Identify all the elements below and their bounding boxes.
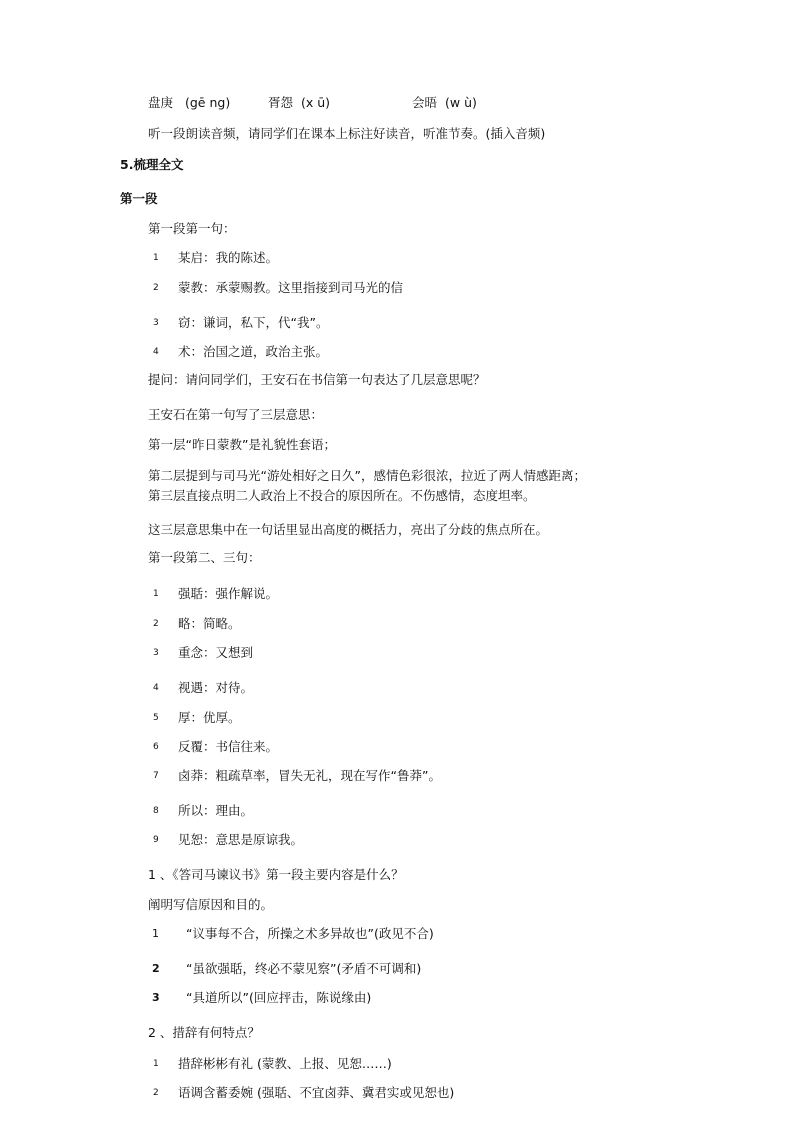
list-item: 某启：我的陈述。 — [178, 250, 279, 265]
sentence-heading: 第一段第二、三句： — [148, 550, 261, 565]
pinyin: (x ū) — [301, 95, 331, 110]
vocab-word: 盘庚 — [148, 95, 174, 110]
question: 2 、措辞有何特点？ — [148, 1025, 260, 1040]
section-heading: 5.梳理全文 — [120, 157, 184, 172]
list-item: 语调含蓄委婉 (强聒、不宜卤莽、冀君实或见恕也) — [178, 1085, 455, 1100]
list-item: “虽欲强聒，终必不蒙见察”(矛盾不可调和) — [186, 961, 422, 976]
list-number: 8 — [153, 806, 159, 816]
list-number: 1 — [152, 927, 159, 940]
answer: 阐明写信原因和目的。 — [148, 897, 274, 912]
list-number: 2 — [152, 962, 160, 975]
list-number: 6 — [153, 742, 159, 752]
layer-2: 第二层提到与司马光“游处相好之日久”，感情色彩很浓，拉近了两人情感距离； — [148, 468, 586, 483]
list-item: 强聒：强作解说。 — [178, 586, 279, 601]
list-number: 9 — [153, 835, 159, 845]
list-number: 3 — [153, 648, 159, 658]
list-item: 术：治国之道，政治主张。 — [178, 344, 329, 359]
list-number: 5 — [153, 713, 159, 723]
list-number: 2 — [153, 283, 159, 293]
list-number: 2 — [153, 619, 159, 629]
list-number: 1 — [153, 253, 159, 263]
list-item: 重念：又想到 — [178, 645, 254, 660]
audio-instruction: 听一段朗读音频，请同学们在课本上标注好读音，听准节奏。(插入音频) — [148, 126, 546, 141]
answer-intro: 王安石在第一句写了三层意思： — [148, 407, 324, 422]
list-item: 窃：谦词，私下，代“我”。 — [178, 315, 329, 330]
pinyin: (w ù) — [445, 95, 477, 110]
question: 提问：请问同学们，王安石在书信第一句表达了几层意思呢？ — [148, 372, 486, 387]
sentence-heading: 第一段第一句： — [148, 221, 236, 236]
list-number: 3 — [152, 991, 160, 1004]
list-item: 见恕：意思是原谅我。 — [178, 832, 304, 847]
layer-3: 第三层直接点明二人政治上不投合的原因所在。不伤感情，态度坦率。 — [148, 488, 536, 503]
layer-1: 第一层“昨日蒙教”是礼貌性套语； — [148, 437, 336, 452]
list-number: 1 — [153, 1059, 159, 1069]
list-item: 略：简略。 — [178, 616, 241, 631]
list-item: 厚：优厚。 — [178, 710, 241, 725]
list-number: 1 — [153, 589, 159, 599]
question: 1 、《答司马谏议书》第一段主要内容是什么？ — [148, 867, 404, 882]
list-item: 所以：理由。 — [178, 803, 254, 818]
list-item: 视遇：对待。 — [178, 680, 254, 695]
list-item: 卤莽：粗疏草率，冒失无礼，现在写作“鲁莽”。 — [178, 768, 441, 783]
list-item: “议事每不合，所操之术多异故也”(政见不合) — [186, 926, 434, 941]
list-item: 蒙教：承蒙赐教。这里指接到司马光的信 — [178, 280, 404, 295]
list-number: 2 — [153, 1088, 159, 1098]
list-item: “具道所以”(回应抨击，陈说缘由) — [186, 990, 372, 1005]
summary: 这三层意思集中在一句话里显出高度的概括力，亮出了分歧的焦点所在。 — [148, 522, 549, 537]
list-item: 反覆：书信往来。 — [178, 739, 279, 754]
list-number: 4 — [153, 347, 159, 357]
list-number: 7 — [153, 771, 159, 781]
vocab-word: 会晤 — [412, 95, 438, 110]
vocab-word: 胥怨 — [268, 95, 294, 110]
paragraph-heading: 第一段 — [120, 191, 158, 206]
pinyin: (gē ng) — [185, 95, 231, 110]
list-item: 措辞彬彬有礼 (蒙教、上报、见恕……) — [178, 1056, 392, 1071]
list-number: 4 — [153, 683, 159, 693]
list-number: 3 — [153, 318, 159, 328]
